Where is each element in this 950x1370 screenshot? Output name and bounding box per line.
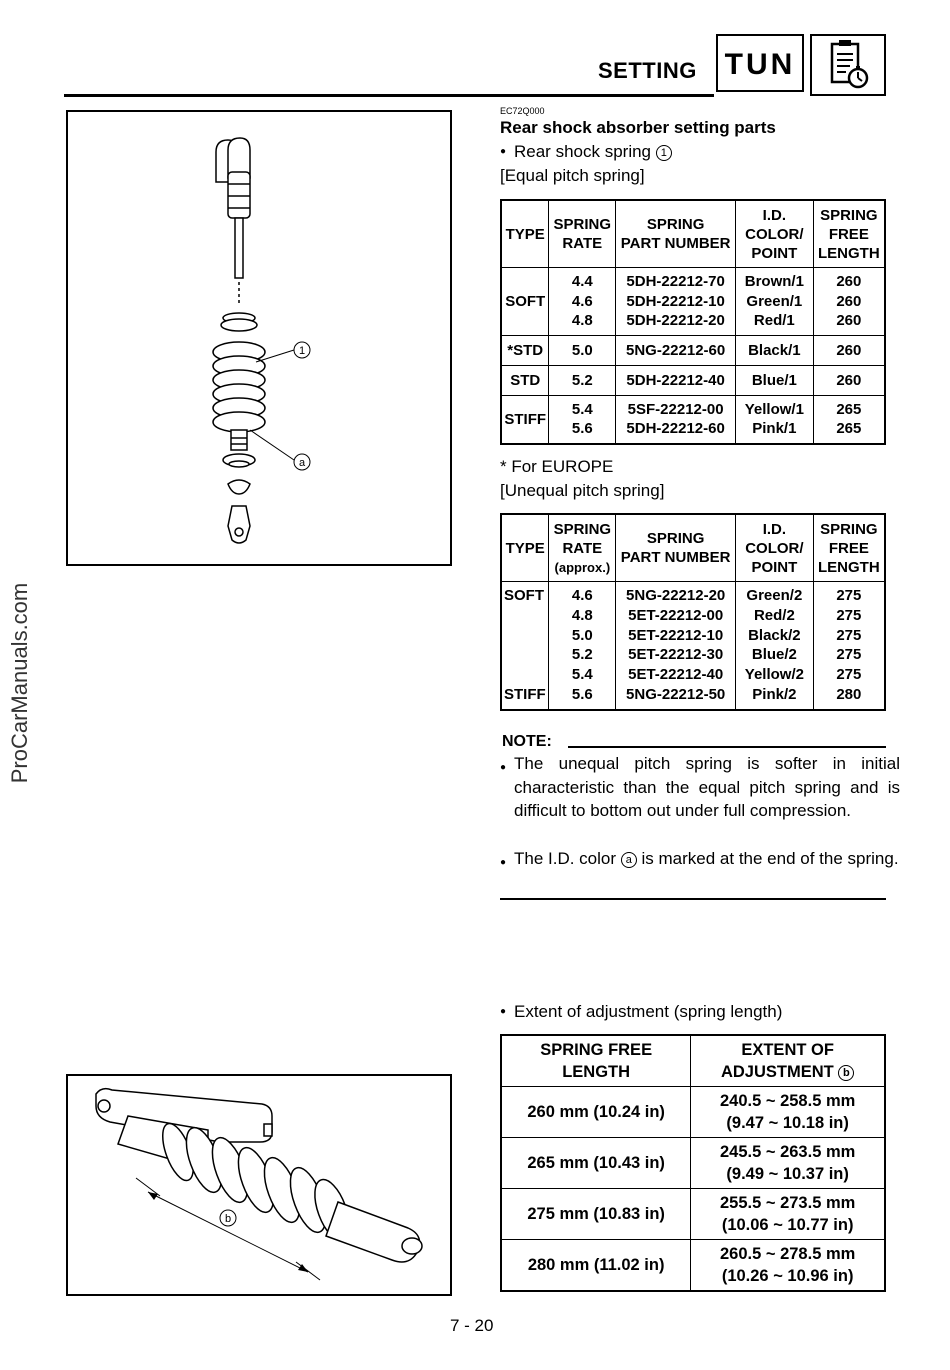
part-cell: 5DH-22212-70 5DH-22212-10 5DH-22212-20 [616,268,736,336]
length-cell: 260 [813,336,885,366]
subsection-title: Rear shock absorber setting parts [500,118,776,137]
rate-cell: 4.4 4.6 4.8 [549,268,616,336]
callout-b: b [224,1213,232,1225]
length-cell: 260 260 260 [813,268,885,336]
section-title: SETTING [598,58,697,83]
note-item-2: ● The I.D. color a is marked at the end of the spring. [500,847,900,871]
rate-cell: 4.6 4.8 5.0 5.2 5.4 5.6 [549,582,616,710]
callout-1: 1 [298,345,306,357]
unequal-pitch-table [500,513,886,711]
watermark: ProCarManuals.com [7,582,32,784]
col-part: SPRING PART NUMBER [616,514,736,582]
extent-cell: 240.5 ~ 258.5 mm (9.47 ~ 10.18 in) [691,1087,885,1138]
page-number: 7 - 20 [450,1316,494,1335]
rate-cell: 5.2 [549,366,616,396]
part-cell: 5DH-22212-40 [616,366,736,396]
length-cell: 275 275 275 275 275 280 [813,582,885,710]
callout-a: a [298,457,306,469]
bullet-rear-spring [500,142,672,162]
col-part: SPRING PART NUMBER [616,200,736,268]
rate-cell: 5.4 5.6 [549,396,616,444]
equal-pitch-label: [Equal pitch spring] [500,166,645,185]
note-item-1: ● The unequal pitch spring is softer in initial characteristic than the equal pitch spring and is difficult to bottom out under full compression. [500,752,900,823]
ref-1: 1 [656,145,672,161]
extent-table [500,1034,886,1292]
clipboard-stopwatch-icon [810,34,886,96]
col-length: SPRING FREE LENGTH [813,200,885,268]
free-length-cell: 275 mm (10.83 in) [501,1189,691,1240]
bullet-extent: ● Extent of adjustment (spring length) [500,1002,782,1022]
tab-tun: TUN [716,34,804,92]
col-type: TYPE [501,514,549,582]
bullet-text: Rear shock spring [514,142,652,161]
color-cell: Yellow/1 Pink/1 [736,396,814,444]
col-type: TYPE [501,200,549,268]
note-end-rule [500,898,886,900]
ref-a: a [621,852,637,868]
note-title: NOTE: [502,733,552,750]
color-cell: Brown/1 Green/1 Red/1 [736,268,814,336]
rate-cell: 5.0 [549,336,616,366]
type-cell: SOFT [501,268,549,336]
free-length-cell: 260 mm (10.24 in) [501,1087,691,1138]
color-cell: Green/2 Red/2 Black/2 Blue/2 Yellow/2 Pink/2 [736,582,814,710]
col-extent: EXTENT OF ADJUSTMENT b [691,1035,885,1087]
europe-note: * For EUROPE [500,457,614,476]
extent-cell: 255.5 ~ 273.5 mm (10.06 ~ 10.77 in) [691,1189,885,1240]
free-length-cell: 265 mm (10.43 in) [501,1138,691,1189]
ref-b: b [838,1065,854,1081]
extent-cell: 245.5 ~ 263.5 mm (9.49 ~ 10.37 in) [691,1138,885,1189]
type-cell: STD [501,366,549,396]
type-cell: STIFF [501,396,549,444]
type-cell: *STD [501,336,549,366]
figure-shock-exploded [66,110,452,566]
free-length-cell: 280 mm (11.02 in) [501,1240,691,1292]
col-color: I.D. COLOR/ POINT [736,200,814,268]
color-cell: Blue/1 [736,366,814,396]
unequal-pitch-label: [Unequal pitch spring] [500,481,665,500]
part-cell: 5SF-22212-00 5DH-22212-60 [616,396,736,444]
color-cell: Black/1 [736,336,814,366]
extent-cell: 260.5 ~ 278.5 mm (10.26 ~ 10.96 in) [691,1240,885,1292]
equal-pitch-table [500,199,886,445]
part-cell: 5NG-22212-20 5ET-22212-00 5ET-22212-10 5ET-22212-30 5ET-22212-40 5NG-22212-50 [616,582,736,710]
section-code: EC72Q000 [500,106,545,116]
col-length: SPRING FREE LENGTH [813,514,885,582]
part-cell: 5NG-22212-60 [616,336,736,366]
header-rule [64,94,714,97]
col-rate: SPRING RATE (approx.) [549,514,616,582]
length-cell: 265 265 [813,396,885,444]
length-cell: 260 [813,366,885,396]
col-rate: SPRING RATE [549,200,616,268]
note-rule [568,746,886,748]
col-free-length: SPRING FREE LENGTH [501,1035,691,1087]
col-color: I.D. COLOR/ POINT [736,514,814,582]
figure-shock-assembled [66,1074,452,1296]
type-cell: SOFT STIFF [501,582,549,710]
